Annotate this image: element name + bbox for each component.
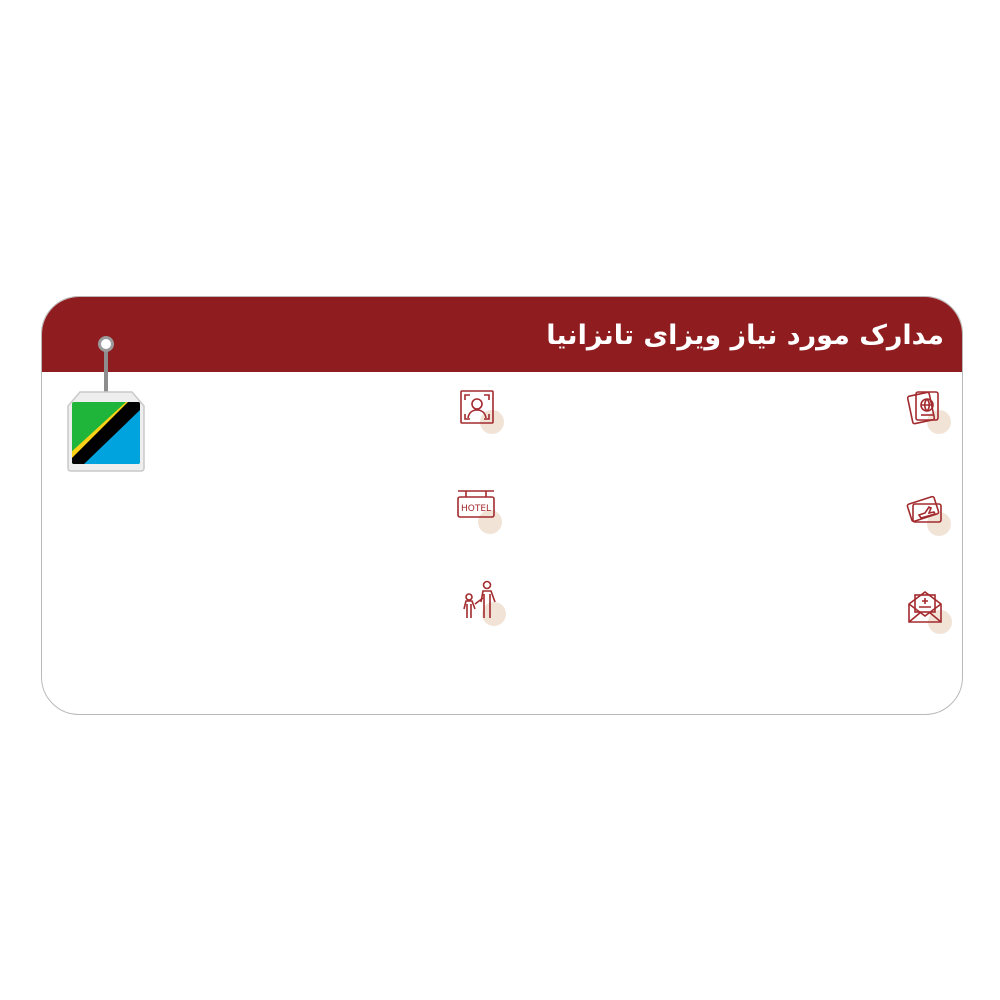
passport-icon [905, 388, 949, 432]
card-title: مدارک مورد نیاز ویزای تانزانیا [546, 320, 944, 351]
tag-string [104, 350, 108, 392]
invitation-letter-icon [906, 588, 950, 632]
flag-tag [66, 336, 146, 476]
svg-text:HOTEL: HOTEL [460, 504, 492, 514]
tag-pin [98, 336, 114, 352]
portrait-photo-icon [458, 388, 502, 432]
parent-child-icon [460, 580, 504, 624]
requirements-card [41, 296, 963, 715]
card-header [42, 297, 962, 372]
tanzania-flag-tag-icon [66, 388, 146, 472]
flight-ticket-icon [905, 490, 949, 534]
hotel-sign-icon [456, 488, 500, 532]
